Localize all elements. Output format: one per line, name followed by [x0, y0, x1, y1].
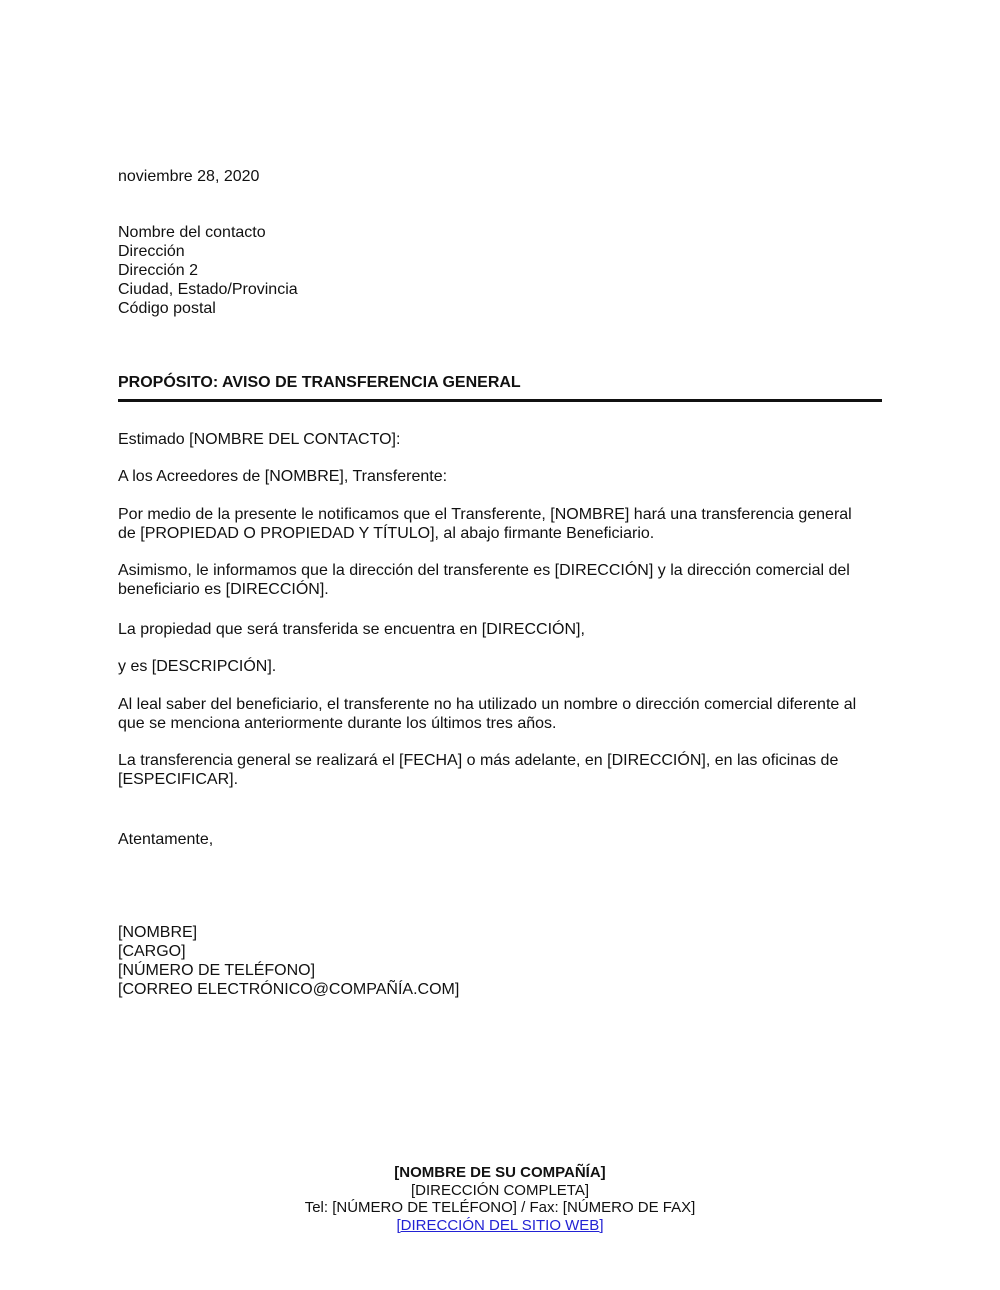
recipient-address-2: Dirección 2: [118, 262, 199, 279]
signature-email: [CORREO ELECTRÓNICO@COMPAÑÍA.COM]: [118, 981, 460, 998]
paragraph-line: de [PROPIEDAD O PROPIEDAD Y TÍTULO], al abajo firmante Beneficiario.: [118, 525, 655, 542]
signature-title: [CARGO]: [118, 943, 186, 960]
letter-date: noviembre 28, 2020: [118, 168, 260, 185]
recipient-name: Nombre del contacto: [118, 224, 266, 241]
paragraph-line: beneficiario es [DIRECCIÓN].: [118, 581, 329, 598]
paragraph-line: La transferencia general se realizará el [FECHA] o más adelante, en [DIRECCIÓN], en las oficinas de: [118, 752, 839, 769]
paragraph: [118, 620, 585, 639]
footer-company-name: [NOMBRE DE SU COMPAÑÍA]: [394, 1164, 606, 1181]
paragraph: [118, 467, 447, 486]
paragraph-line: Asimismo, le informamos que la dirección del transferente es [DIRECCIÓN] y la dirección comercial del: [118, 562, 850, 579]
paragraph-line: Al leal saber del beneficiario, el transferente no ha utilizado un nombre o dirección comercial diferente al: [118, 696, 857, 713]
signature-phone: [NÚMERO DE TELÉFONO]: [118, 962, 316, 979]
paragraph-line: A los Acreedores de [NOMBRE], Transferente:: [118, 468, 448, 485]
letter-footer: [0, 1164, 1000, 1234]
footer-website-link[interactable]: [DIRECCIÓN DEL SITIO WEB]: [396, 1216, 604, 1234]
subject-divider: [118, 399, 882, 402]
recipient-address-1: Dirección: [118, 243, 185, 260]
paragraph-line: La propiedad que será transferida se encuentra en [DIRECCIÓN],: [118, 621, 585, 638]
paragraph: [118, 505, 852, 543]
paragraph: [118, 561, 850, 599]
subject-line: PROPÓSITO: AVISO DE TRANSFERENCIA GENERAL: [118, 374, 521, 391]
paragraph-line: [ESPECIFICAR].: [118, 771, 239, 788]
signature-block: [118, 923, 459, 999]
paragraph: [118, 751, 838, 789]
salutation: Estimado [NOMBRE DEL CONTACTO]:: [118, 431, 401, 448]
paragraph-line: que se menciona anteriormente durante los últimos tres años.: [118, 715, 557, 732]
signature-name: [NOMBRE]: [118, 924, 198, 941]
paragraph-line: Por medio de la presente le notificamos que el Transferente, [NOMBRE] hará una transferencia general: [118, 506, 852, 523]
footer-contact: Tel: [NÚMERO DE TELÉFONO] / Fax: [NÚMERO DE FAX]: [304, 1199, 696, 1216]
paragraph-line: y es [DESCRIPCIÓN].: [118, 658, 277, 675]
recipient-block: [118, 223, 298, 318]
closing: Atentamente,: [118, 831, 214, 848]
footer-address: [DIRECCIÓN COMPLETA]: [410, 1181, 590, 1199]
paragraph: [118, 695, 856, 733]
recipient-city-state: Ciudad, Estado/Provincia: [118, 281, 298, 298]
recipient-postal-code: Código postal: [118, 300, 216, 317]
paragraph: [118, 657, 276, 676]
